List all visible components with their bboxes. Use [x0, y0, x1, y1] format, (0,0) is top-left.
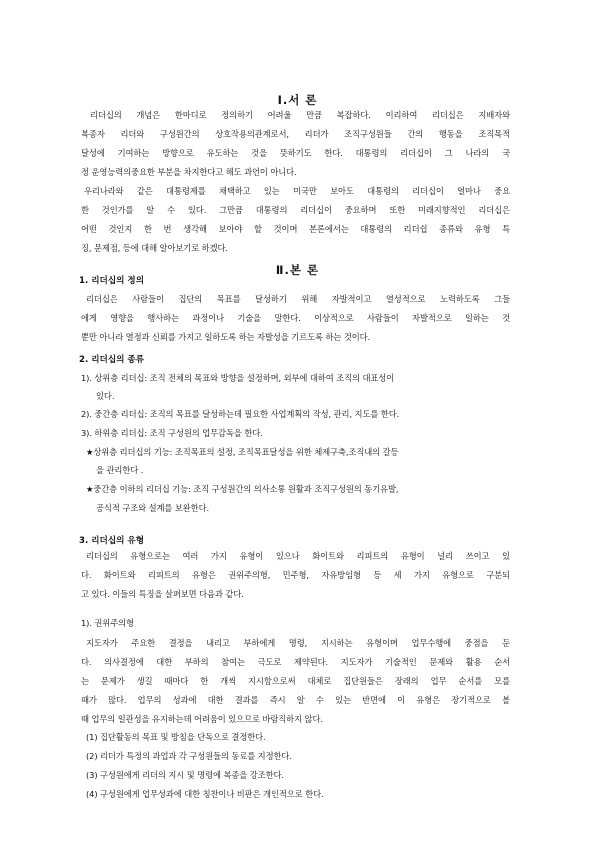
intro-line: 어떤 것인지 한 번 생각해 보아야 할 것이며 본론에서는 대통령의 리더쉽 종류와 유형 특 [81, 224, 510, 234]
definition-line: 에게 영향을 행사하는 과정이나 기술을 말한다. 이상적으로 사람들이 자발적으로 일하는 것 [81, 313, 510, 323]
authoritarian-point: (2) 리더가 특정의 과업과 각 구성원들의 동료를 지정한다. [86, 751, 292, 761]
intro-line: 리더십의 개념은 한마디로 정의하기 어려울 만큼 복잡하다. 이리하여 리더십은 지배자와 [90, 110, 510, 120]
authoritarian-point: (1) 집단활동의 목표 및 방침을 단독으로 결정한다. [86, 732, 266, 742]
types-item: 을 관리한다 . [96, 465, 144, 475]
types-item: 2). 중간층 리더십: 조직의 목표를 달성하는데 필요한 사업계획의 작성, 관리, 지도를 한다. [81, 409, 400, 419]
intro-line: 정 운영능력의중요한 부분을 차지한다고 해도 과언이 아니다. [81, 167, 297, 177]
body-heading: Ⅱ.본 론 [275, 263, 320, 277]
authoritarian-line: 때 업무의 일관성을 유지하는데 어려움이 있으므로 바람직하지 않다. [81, 714, 323, 724]
intro-heading: Ⅰ.서 론 [277, 93, 318, 107]
types-item: 1). 상위층 리더십: 조직 전체의 목표와 방향을 설정하며, 외부에 대하여 조직의 대표성이 [81, 373, 395, 383]
authoritarian-title: 1). 권위주의형 [81, 618, 134, 628]
intro-line: 복종자 리더와 구성원간의 상호작용의관계로서, 리더가 조직구성원들 간의 행동을 조직목적 [81, 129, 510, 139]
authoritarian-point: (4) 구성원에게 업무성과에 대한 칭찬이나 비판은 개인적으로 한다. [86, 789, 324, 799]
authoritarian-line: 는 문제가 생길 때마다 한 개씩 지시함으로써 대체로 집단원들은 장래의 업무 순서를 모를 [81, 676, 510, 686]
intro-line: 한 것인가를 알 수 있다. 그만큼 대통령의 리더십이 중요하며 또한 미래지향적인 리더십은 [81, 205, 510, 215]
styles-line: 다. 화이트와 리피트의 유형은 권위주의형, 민주형, 자유방임형 등 세 가지 유형으로 구분되 [81, 570, 510, 580]
definition-title: 1. 리더십의 정의 [79, 276, 145, 286]
styles-line: 고 있다. 이들의 특징을 살펴보면 다음과 같다. [81, 589, 244, 599]
intro-line: 우리나라와 같은 대통령제를 채택하고 있는 미국만 보아도 대통령의 리더십이 얼마나 중요 [84, 186, 510, 196]
types-item: ★상위층 리더십의 기능: 조직목표의 설정, 조직목표달성을 위한 체제구축,조직내의 갈등 [86, 447, 399, 457]
intro-line: 달성에 기여하는 방향으로 유도하는 것을 뜻하기도 한다. 대통령의 리더십이 그 나라의 국 [81, 148, 510, 158]
types-title: 2. 리더십의 종류 [79, 355, 145, 365]
types-item: ★중간층 이하의 리더십 기능: 조직 구성원간의 의사소통 원활과 조직구성원의 동기유발, [86, 484, 399, 494]
authoritarian-point: (3) 구성원에게 리더의 지시 및 명령에 복종을 강조한다. [86, 770, 284, 780]
styles-title: 3. 리더십의 유형 [79, 536, 145, 546]
types-item: 공식적 구조와 설계를 보완한다. [96, 503, 210, 513]
types-item: 있다. [96, 391, 115, 401]
types-item: 3). 하위층 리더십: 조직 구성원의 업무감독을 한다. [81, 428, 263, 438]
styles-line: 리더십의 유형으로는 여러 가지 유형이 있으나 화이트와 리피트의 유형이 널리 쓰이고 있 [86, 551, 510, 561]
authoritarian-line: 때가 많다. 업무의 성과에 대한 결과를 즉시 알 수 있는 반면에 이 유형은 장기적으로 볼 [81, 695, 510, 705]
intro-line: 징, 문제점, 등에 대해 알아보기로 하겠다. [81, 243, 228, 253]
authoritarian-line: 다. 의사결정에 대한 부하의 참여는 극도로 제약된다. 지도자가 기술적인 문제와 활용 순서 [81, 657, 510, 667]
definition-line: 리더십은 사람들이 집단의 목표를 달성하기 위해 자발적이고 열성적으로 노력하도록 그들 [86, 294, 510, 304]
authoritarian-line: 지도자가 주요한 결정을 내리고 부하에게 명령, 지시하는 유형이며 업무수행에 중점을 둔 [86, 638, 510, 648]
definition-line: 뿐만 아니라 열정과 신뢰를 가지고 일하도록 하는 자발성을 기르도록 하는 것이다. [81, 332, 371, 342]
